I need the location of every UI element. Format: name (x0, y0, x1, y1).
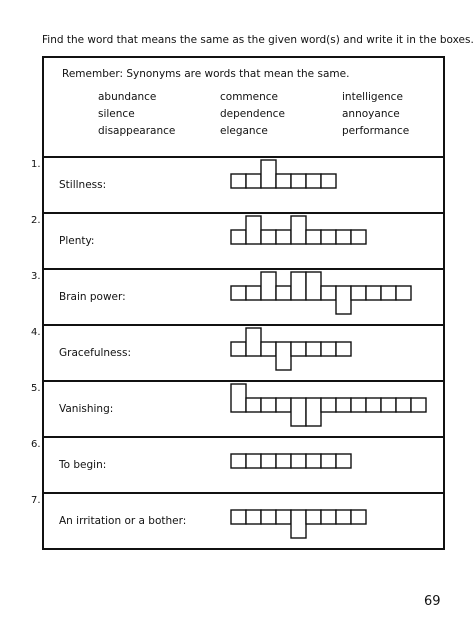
question-number: 3. (31, 271, 41, 282)
letter-box[interactable] (306, 510, 321, 524)
letter-box[interactable] (336, 230, 351, 244)
letter-box[interactable] (276, 174, 291, 188)
letter-box[interactable] (231, 510, 246, 524)
question-clue: Brain power: (59, 291, 126, 303)
instruction-text: Find the word that means the same as the given word(s) and write it in the boxes. (42, 34, 474, 46)
question-clue: Vanishing: (59, 403, 114, 415)
letter-box[interactable] (246, 328, 261, 356)
question-number: 2. (31, 215, 41, 226)
question-clue: To begin: (59, 459, 107, 471)
letter-box[interactable] (351, 230, 366, 244)
letter-box[interactable] (276, 454, 291, 468)
letter-box[interactable] (261, 342, 276, 356)
letter-box[interactable] (306, 230, 321, 244)
letter-box[interactable] (231, 286, 246, 300)
answer-boxes-2[interactable] (230, 214, 440, 270)
word-bank-item: dependence (220, 108, 285, 120)
question-clue: An irritation or a bother: (59, 515, 187, 527)
letter-box[interactable] (261, 398, 276, 412)
letter-box[interactable] (261, 510, 276, 524)
letter-box[interactable] (261, 454, 276, 468)
letter-box[interactable] (321, 398, 336, 412)
question-row-4 (31, 326, 443, 382)
word-bank-item: elegance (220, 125, 268, 137)
letter-box[interactable] (261, 160, 276, 188)
letter-box[interactable] (261, 230, 276, 244)
word-bank-item: disappearance (98, 125, 176, 137)
letter-box[interactable] (306, 454, 321, 468)
letter-box[interactable] (351, 510, 366, 524)
letter-box[interactable] (381, 286, 396, 300)
question-number: 4. (31, 327, 41, 338)
letter-box[interactable] (306, 342, 321, 356)
question-row-1 (31, 158, 443, 214)
letter-box[interactable] (291, 398, 306, 426)
letter-box[interactable] (321, 454, 336, 468)
answer-boxes-7[interactable] (230, 494, 440, 550)
letter-box[interactable] (396, 286, 411, 300)
letter-box[interactable] (276, 510, 291, 524)
letter-box[interactable] (366, 398, 381, 412)
question-number: 1. (31, 159, 41, 170)
word-bank-item: performance (342, 125, 410, 137)
word-bank-item: intelligence (342, 91, 403, 103)
letter-box[interactable] (291, 272, 306, 300)
word-bank-item: commence (220, 91, 279, 103)
letter-box[interactable] (381, 398, 396, 412)
letter-box[interactable] (276, 398, 291, 412)
letter-box[interactable] (321, 510, 336, 524)
letter-box[interactable] (261, 272, 276, 300)
letter-box[interactable] (306, 398, 321, 426)
question-clue: Gracefulness: (59, 347, 131, 359)
letter-box[interactable] (291, 174, 306, 188)
remember-text: Remember: Synonyms are words that mean the same. (62, 68, 350, 80)
remember-box (44, 58, 443, 158)
letter-box[interactable] (366, 286, 381, 300)
question-row-3 (31, 270, 443, 326)
letter-box[interactable] (246, 286, 261, 300)
letter-box[interactable] (291, 342, 306, 356)
letter-box[interactable] (336, 398, 351, 412)
letter-box[interactable] (231, 230, 246, 244)
word-bank-item: silence (98, 108, 135, 120)
letter-box[interactable] (336, 454, 351, 468)
worksheet-frame (31, 56, 445, 550)
letter-box[interactable] (246, 216, 261, 244)
letter-box[interactable] (336, 510, 351, 524)
question-row-5 (31, 382, 443, 438)
letter-box[interactable] (306, 174, 321, 188)
question-row-7 (31, 494, 443, 550)
letter-box[interactable] (231, 342, 246, 356)
letter-box[interactable] (291, 216, 306, 244)
letter-box[interactable] (246, 510, 261, 524)
question-number: 7. (31, 495, 41, 506)
letter-box[interactable] (246, 398, 261, 412)
answer-boxes-5[interactable] (230, 382, 440, 438)
letter-box[interactable] (321, 230, 336, 244)
answer-boxes-3[interactable] (230, 270, 440, 326)
letter-box[interactable] (321, 174, 336, 188)
question-row-6 (31, 438, 443, 494)
question-clue: Stillness: (59, 179, 107, 191)
page-number: 69 (424, 594, 441, 609)
question-number: 6. (31, 439, 41, 450)
answer-boxes-4[interactable] (230, 326, 440, 382)
letter-box[interactable] (336, 342, 351, 356)
word-bank-item: abundance (98, 91, 157, 103)
letter-box[interactable] (411, 398, 426, 412)
letter-box[interactable] (321, 342, 336, 356)
question-row-2 (31, 214, 443, 270)
letter-box[interactable] (336, 286, 351, 314)
word-bank (98, 90, 438, 139)
letter-box[interactable] (246, 174, 261, 188)
answer-boxes-6[interactable] (230, 438, 440, 494)
word-bank-item: annoyance (342, 108, 400, 120)
letter-box[interactable] (321, 286, 336, 300)
letter-box[interactable] (351, 286, 366, 300)
letter-box[interactable] (246, 454, 261, 468)
answer-boxes-1[interactable] (230, 158, 440, 214)
letter-box[interactable] (306, 272, 321, 300)
letter-box[interactable] (231, 454, 246, 468)
letter-box[interactable] (291, 454, 306, 468)
letter-box[interactable] (396, 398, 411, 412)
letter-box[interactable] (276, 230, 291, 244)
letter-box[interactable] (351, 398, 366, 412)
letter-box[interactable] (291, 510, 306, 538)
letter-box[interactable] (231, 174, 246, 188)
question-clue: Plenty: (59, 235, 95, 247)
question-number: 5. (31, 383, 41, 394)
letter-box[interactable] (231, 384, 246, 412)
letter-box[interactable] (276, 286, 291, 300)
letter-box[interactable] (276, 342, 291, 370)
